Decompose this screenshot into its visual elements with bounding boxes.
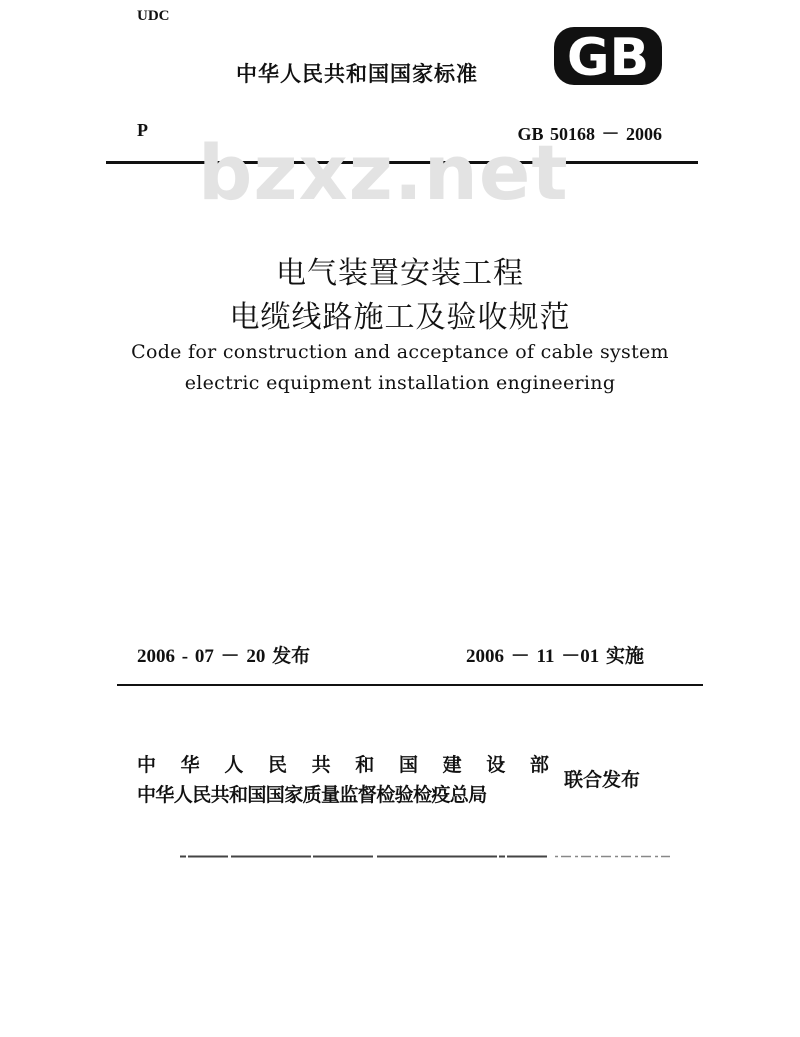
national-standard-heading: 中华人民共和国国家标准: [236, 62, 478, 86]
issuer-char: 和: [355, 754, 375, 776]
issuer-char: 国: [398, 754, 418, 776]
standard-number: GB 50168 － 2006: [517, 124, 662, 144]
gb-logo: [552, 24, 664, 88]
issue-date: 2006 - 07 － 20 发布: [137, 646, 311, 667]
issuer-char: 设: [486, 754, 506, 776]
watermark: bzxz.net: [198, 128, 569, 217]
title-cn-line1: 电气装置安装工程: [276, 256, 524, 291]
title-en-line2: electric equipment installation engineering: [184, 372, 616, 394]
joint-release-label: 联合发布: [564, 769, 641, 791]
scan-artifact-line: [180, 855, 670, 858]
issuer-char: 人: [224, 754, 244, 776]
bottom-divider: [117, 684, 703, 686]
issuer-aqsiq: 中华人民共和国国家质量监督检验检疫总局: [137, 784, 487, 806]
implementation-date: 2006 － 11 －01 实施: [466, 646, 644, 667]
issuer-char: 华: [180, 754, 200, 776]
issuer-char: 共: [311, 754, 331, 776]
issuer-char: 建: [442, 754, 462, 776]
category-code: P: [137, 120, 148, 140]
issuer-char: 中: [137, 754, 157, 776]
udc-label: UDC: [137, 8, 170, 24]
issuer-char: 部: [529, 754, 549, 776]
svg-text:GB: GB: [566, 28, 650, 88]
title-cn-line2: 电缆线路施工及验收规范: [229, 300, 571, 335]
issuer-ministry: [137, 750, 549, 777]
title-en-line1: Code for construction and acceptance of cable system: [131, 341, 669, 363]
issuer-char: 民: [267, 754, 287, 776]
